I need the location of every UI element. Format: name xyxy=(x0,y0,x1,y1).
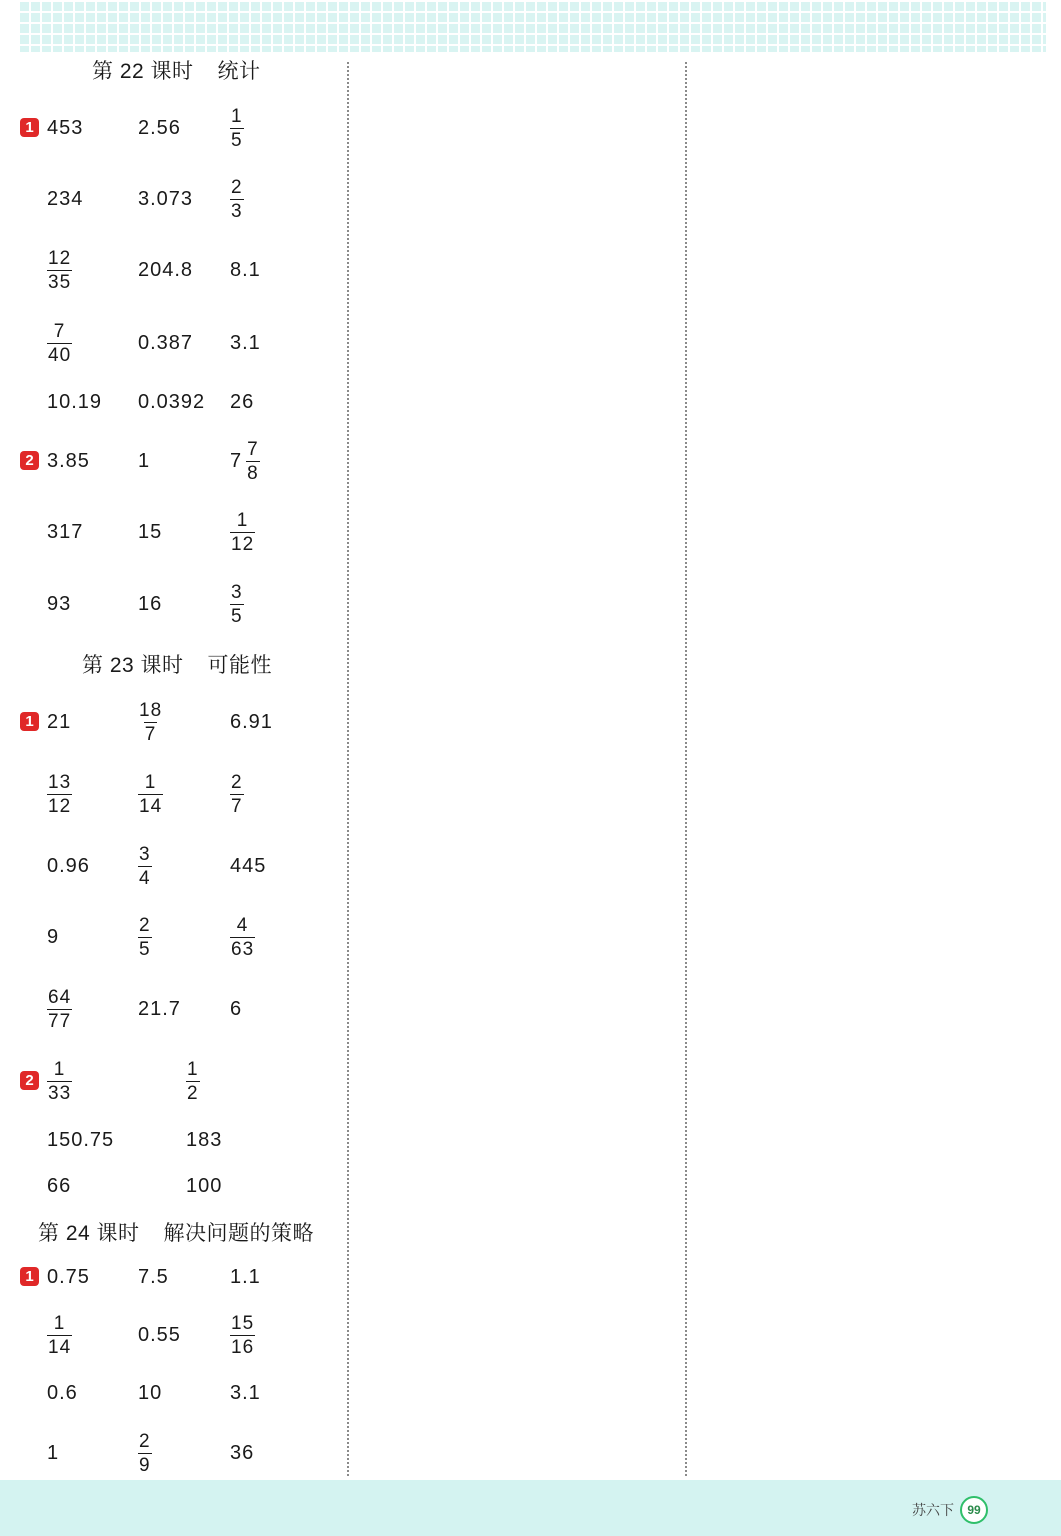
numerator: 1 xyxy=(144,771,157,793)
answer-text: 6.91 xyxy=(230,710,273,733)
answer-cell xyxy=(47,382,102,422)
answer-row xyxy=(20,1120,340,1160)
answer-text: 3.1 xyxy=(230,331,261,354)
lesson-number: 第 23 课时 xyxy=(82,654,184,677)
answer-row xyxy=(20,176,340,222)
fraction xyxy=(138,701,163,744)
answer-cell xyxy=(138,179,193,219)
answer-row xyxy=(20,1257,340,1297)
lesson-number: 第 24 课时 xyxy=(38,1222,140,1245)
answer-row xyxy=(20,1373,340,1413)
question-number-2: 2 xyxy=(20,1071,39,1090)
denominator: 5 xyxy=(231,605,243,627)
answer-row xyxy=(20,382,340,422)
answer-cell xyxy=(138,1373,162,1413)
answer-cell xyxy=(47,1120,114,1160)
answer-cell xyxy=(230,1312,255,1358)
answer-cell xyxy=(47,1257,90,1297)
answer-cell xyxy=(47,771,72,817)
answer-cell xyxy=(47,846,90,886)
numerator: 7 xyxy=(53,320,66,342)
numerator: 3 xyxy=(139,843,151,865)
fraction xyxy=(230,1314,255,1357)
fraction xyxy=(138,916,152,959)
question-number-1: 1 xyxy=(20,712,39,731)
fraction xyxy=(230,107,244,150)
numerator: 18 xyxy=(139,699,163,721)
answer-text: 10.19 xyxy=(47,390,103,413)
numerator: 2 xyxy=(139,914,151,936)
whole-number: 7 xyxy=(230,449,243,472)
fraction xyxy=(230,583,244,626)
answer-text: 234 xyxy=(47,187,84,210)
answer-cell xyxy=(138,584,162,624)
answer-cell xyxy=(47,247,72,293)
answer-cell xyxy=(230,176,244,222)
answer-cell xyxy=(186,1120,222,1160)
answer-text: 93 xyxy=(47,592,72,615)
answer-text: 1.1 xyxy=(230,1265,261,1288)
question-number-1: 1 xyxy=(20,1267,39,1286)
page-number-badge: 99 xyxy=(960,1496,988,1524)
answer-text: 0.55 xyxy=(138,1323,181,1346)
numerator: 3 xyxy=(231,581,243,603)
grade-label: 苏六下 xyxy=(912,1502,954,1518)
answer-row xyxy=(20,1058,340,1104)
answer-cell xyxy=(138,989,181,1029)
answer-cell xyxy=(230,914,255,960)
fraction xyxy=(138,845,152,888)
answer-cell xyxy=(230,771,244,817)
denominator: 63 xyxy=(231,938,255,960)
answer-cell xyxy=(47,512,83,552)
answer-row xyxy=(20,581,340,627)
fraction xyxy=(230,511,255,554)
lesson-title xyxy=(82,647,272,681)
numerator: 1 xyxy=(236,509,249,531)
answer-text: 66 xyxy=(47,1174,72,1197)
answer-cell xyxy=(138,441,150,481)
fraction xyxy=(47,1314,72,1357)
answer-row xyxy=(20,320,340,366)
numerator: 2 xyxy=(139,1430,151,1452)
answer-cell xyxy=(230,250,261,290)
answer-cell xyxy=(138,699,163,745)
answer-cell xyxy=(47,917,59,957)
numerator: 1 xyxy=(187,1058,199,1080)
fraction xyxy=(47,1060,72,1103)
page-footer xyxy=(912,1497,988,1523)
answer-row xyxy=(20,771,340,817)
answer-cell xyxy=(47,1433,59,1473)
denominator: 33 xyxy=(48,1082,72,1104)
answer-text: 16 xyxy=(138,592,163,615)
fraction xyxy=(47,249,72,292)
answer-row xyxy=(20,1312,340,1358)
answer-text: 150.75 xyxy=(47,1128,115,1151)
answer-row xyxy=(20,509,340,555)
denominator: 77 xyxy=(48,1010,72,1032)
denominator: 14 xyxy=(139,795,163,817)
denominator: 8 xyxy=(247,462,259,484)
answer-text: 21 xyxy=(47,710,72,733)
answer-cell xyxy=(230,846,266,886)
answer-cell xyxy=(230,509,255,555)
numerator: 64 xyxy=(48,986,72,1008)
fraction xyxy=(230,916,255,959)
top-decorative-band xyxy=(18,0,1046,52)
answer-cell xyxy=(138,1315,181,1355)
answer-cell xyxy=(47,179,83,219)
answer-cell xyxy=(138,914,152,960)
denominator: 12 xyxy=(231,533,255,555)
denominator: 5 xyxy=(139,938,151,960)
answer-cell xyxy=(138,1430,152,1476)
numerator: 4 xyxy=(236,914,249,936)
denominator: 3 xyxy=(231,200,243,222)
fraction xyxy=(138,1432,152,1475)
answer-text: 1 xyxy=(138,449,151,472)
answer-text: 8.1 xyxy=(230,258,261,281)
denominator: 9 xyxy=(139,1454,151,1476)
answer-cell xyxy=(47,1058,72,1104)
numerator: 1 xyxy=(53,1058,66,1080)
answer-text: 10 xyxy=(138,1381,163,1404)
answer-cell xyxy=(230,438,260,484)
answer-text: 0.96 xyxy=(47,854,90,877)
answer-row xyxy=(20,247,340,293)
numerator: 13 xyxy=(48,771,72,793)
answer-text: 1 xyxy=(47,1441,60,1464)
numerator: 12 xyxy=(48,247,72,269)
fraction xyxy=(230,178,244,221)
answer-cell xyxy=(186,1058,200,1104)
answer-text: 453 xyxy=(47,116,84,139)
denominator: 7 xyxy=(231,795,243,817)
answer-text: 0.0392 xyxy=(138,390,206,413)
numerator: 15 xyxy=(231,1312,255,1334)
fraction xyxy=(47,988,72,1031)
answer-cell xyxy=(138,108,181,148)
answer-row xyxy=(20,843,340,889)
numerator: 1 xyxy=(53,1312,66,1334)
fraction xyxy=(47,773,72,816)
question-number-2: 2 xyxy=(20,451,39,470)
lesson-title xyxy=(92,53,261,87)
answer-cell xyxy=(230,1373,261,1413)
answer-cell xyxy=(138,1257,169,1297)
answer-cell xyxy=(186,1166,222,1206)
answer-text: 2.56 xyxy=(138,116,181,139)
answer-cell xyxy=(138,843,152,889)
answer-cell xyxy=(47,986,72,1032)
answer-cell xyxy=(47,320,72,366)
answer-cell xyxy=(230,323,261,363)
answer-row xyxy=(20,986,340,1032)
answer-cell xyxy=(47,702,71,742)
answer-text: 36 xyxy=(230,1441,255,1464)
answer-text: 3.073 xyxy=(138,187,194,210)
answer-text: 317 xyxy=(47,520,84,543)
answer-row xyxy=(20,438,340,484)
answer-row xyxy=(20,1430,340,1476)
answer-cell xyxy=(230,581,244,627)
answer-cell xyxy=(230,382,254,422)
lesson-title xyxy=(38,1215,314,1249)
answer-text: 7.5 xyxy=(138,1265,169,1288)
answer-text: 0.75 xyxy=(47,1265,90,1288)
numerator: 2 xyxy=(231,176,243,198)
numerator: 2 xyxy=(231,771,243,793)
fraction xyxy=(138,773,163,816)
denominator: 7 xyxy=(144,723,157,745)
answer-text: 204.8 xyxy=(138,258,194,281)
answer-text: 3.85 xyxy=(47,449,90,472)
answer-text: 26 xyxy=(230,390,255,413)
answer-cell xyxy=(138,250,193,290)
denominator: 5 xyxy=(231,129,243,151)
answer-cell xyxy=(47,108,83,148)
numerator: 7 xyxy=(247,438,259,460)
denominator: 2 xyxy=(187,1082,199,1104)
fraction xyxy=(246,440,260,483)
answer-row xyxy=(20,1166,340,1206)
answer-text: 183 xyxy=(186,1128,223,1151)
answer-cell xyxy=(138,382,205,422)
lesson-topic: 解决问题的策略 xyxy=(163,1222,315,1245)
answer-text: 0.6 xyxy=(47,1381,78,1404)
answer-text: 0.387 xyxy=(138,331,194,354)
answer-text: 21.7 xyxy=(138,997,181,1020)
bottom-decorative-band xyxy=(0,1480,1061,1536)
answer-text: 445 xyxy=(230,854,267,877)
answer-cell xyxy=(47,1312,72,1358)
lesson-topic: 可能性 xyxy=(207,654,273,677)
question-number-1: 1 xyxy=(20,118,39,137)
answer-cell xyxy=(138,771,163,817)
answer-cell xyxy=(47,584,71,624)
answer-text: 6 xyxy=(230,997,243,1020)
denominator: 14 xyxy=(48,1336,72,1358)
answer-row xyxy=(20,914,340,960)
numerator: 1 xyxy=(231,105,243,127)
answer-cell xyxy=(230,1257,261,1297)
answer-cell xyxy=(230,105,244,151)
fraction xyxy=(186,1060,200,1103)
answer-text: 100 xyxy=(186,1174,223,1197)
answer-cell xyxy=(47,1373,78,1413)
denominator: 40 xyxy=(48,344,72,366)
lesson-number: 第 22 课时 xyxy=(92,60,194,83)
answer-cell xyxy=(230,989,242,1029)
fraction xyxy=(47,322,72,365)
denominator: 16 xyxy=(231,1336,255,1358)
answer-text: 15 xyxy=(138,520,163,543)
answer-cell xyxy=(138,323,193,363)
answer-cell xyxy=(230,702,273,742)
column-divider xyxy=(347,62,349,1476)
answer-text: 3.1 xyxy=(230,1381,261,1404)
denominator: 4 xyxy=(139,867,151,889)
denominator: 35 xyxy=(48,271,72,293)
fraction xyxy=(230,773,244,816)
answer-row xyxy=(20,699,340,745)
column-divider xyxy=(685,62,687,1476)
lesson-topic: 统计 xyxy=(217,60,261,83)
answer-cell xyxy=(138,512,162,552)
answer-text: 9 xyxy=(47,925,60,948)
answer-cell xyxy=(47,1166,71,1206)
answer-cell xyxy=(230,1433,254,1473)
denominator: 12 xyxy=(48,795,72,817)
answer-row xyxy=(20,105,340,151)
answer-cell xyxy=(47,441,90,481)
